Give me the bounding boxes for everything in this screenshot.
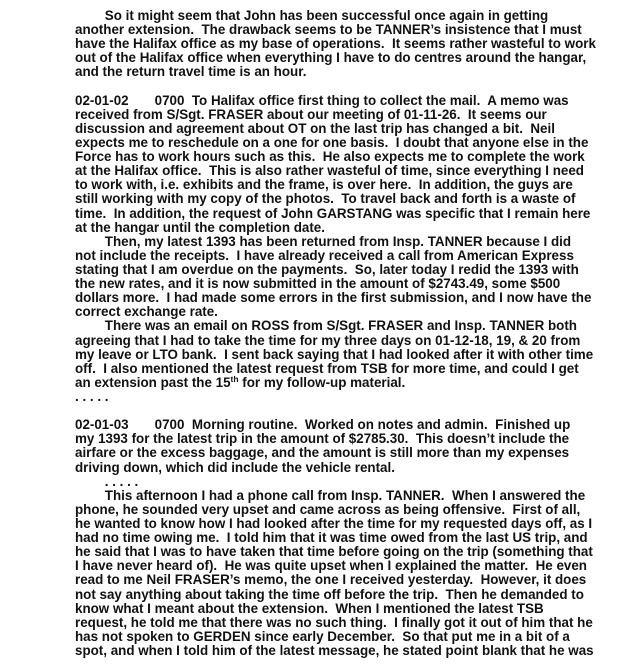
text-line: he said that I was to have taken that time before going on the trip (something that: [75, 544, 593, 560]
text-line: discussion and agreement about OT on the last trip has changed a bit. Neil: [75, 120, 555, 136]
text-line: at the hangar until the completion date.: [75, 219, 325, 235]
text-line: and the return travel time is an hour.: [75, 64, 307, 80]
text-line: . . . . .: [75, 473, 139, 489]
text-line: phone, he sounded very upset and came across as being offensive. First of all,: [75, 501, 581, 517]
text-line: received from S/Sgt. FRASER about our meeting of 01-11-26. It seems our: [75, 106, 547, 122]
text-line: know what I meant about the extension. When I mentioned the latest TSB: [75, 600, 544, 616]
text-line: 02-01-02 0700 To Halifax office first thing to collect the mail. A memo was: [75, 92, 569, 108]
text-line: There was an email on ROSS from S/Sgt. FRASER and Insp. TANNER both: [75, 318, 577, 334]
text-line: I have never heard of). He was quite upset when I explained the matter. He even: [75, 558, 587, 574]
text-line: correct exchange rate.: [75, 304, 218, 320]
text-line: another extension. The drawback seems to be TANNER’s insistence that I must: [75, 22, 582, 38]
text-line: to work with, i.e. exhibits and the frame, is over here. In addition, the guys are: [75, 177, 573, 193]
text-line: stating that I am overdue on the payments. So, later today I redid the 1393 with: [75, 262, 579, 277]
text-line: not include the receipts. I have already received a call from American Express: [75, 247, 574, 263]
text-line: request, he told me that there was no such thing. I finally got it out of him that he: [75, 614, 593, 630]
text-line: still working with my copy of the photos. To travel back and forth is a waste of: [75, 191, 576, 207]
text-line: So it might seem that John has been successful once again in getting: [75, 8, 549, 23]
text-line: airfare or the excess baggage, and the amount is still more than my expenses: [75, 445, 570, 461]
text-line: have the Halifax office as my base of operations. It seems rather wasteful to work: [75, 36, 596, 52]
text-line: my 1393 for the latest trip in the amount of $2785.30. This doesn’t include the: [75, 431, 570, 447]
text-line: time. In addition, the request of John GARSTANG was specific that I remain here: [75, 205, 591, 221]
text-line: . . . . .: [75, 389, 109, 404]
text-line: an extension past the 15th for my follow-up material.: [75, 373, 406, 390]
text-line: dollars more. I had made some errors in the first submission, and I now have the: [75, 290, 592, 306]
text-line: agreeing that I had to take the time for my three days on 01-12-18, 19, & 20 from: [75, 332, 581, 348]
text-line: the new rates, and it is now submitted in the amount of $2743.49, some $500: [75, 276, 561, 292]
text-line: he wanted to know how I had looked after the time for my requested days off, as I: [75, 516, 593, 531]
superscript: th: [230, 373, 239, 384]
text-line: at the Halifax office. This is also rather wasteful of time, since everything I need: [75, 163, 584, 179]
text-line: driving down, which did include the vehicle rental.: [75, 459, 395, 475]
text-line: Force has to work hours such as this. He also expects me to complete the work: [75, 149, 585, 165]
text-line: out of the Halifax office when everything I have to do centres around the hangar,: [75, 50, 587, 66]
text-line: This afternoon I had a phone call from Insp. TANNER. When I answered the: [75, 487, 586, 503]
text-line: not say anything about taking the time off before the trip. Then he demanded to: [75, 586, 584, 602]
text-line: had no time owing me. I told him that it was time owed from the last US trip, and: [75, 530, 588, 546]
line-continuation: for my follow-up material.: [238, 374, 406, 390]
text-line: spot, and when I told him of the latest message, he stated point blank that he was: [75, 643, 594, 658]
text-line: my leave or LTO bank. I sent back saying that I had looked after it with other time: [75, 346, 594, 362]
text-line: Then, my latest 1393 has been returned from Insp. TANNER because I did: [75, 233, 572, 249]
text-line: off. I also mentioned the latest request from TSB for more time, and could I get: [75, 360, 579, 376]
text-line: 02-01-03 0700 Morning routine. Worked on notes and admin. Finished up: [75, 417, 571, 433]
text-line: read to me Neil FRASER’s memo, the one I received yesterday. However, it does: [75, 572, 587, 588]
text-line: has not spoken to GERDEN since early December. So that put me in a bit of a: [75, 628, 570, 644]
text-line: expects me to reschedule on a one for one basis. I doubt that anyone else in the: [75, 135, 589, 150]
